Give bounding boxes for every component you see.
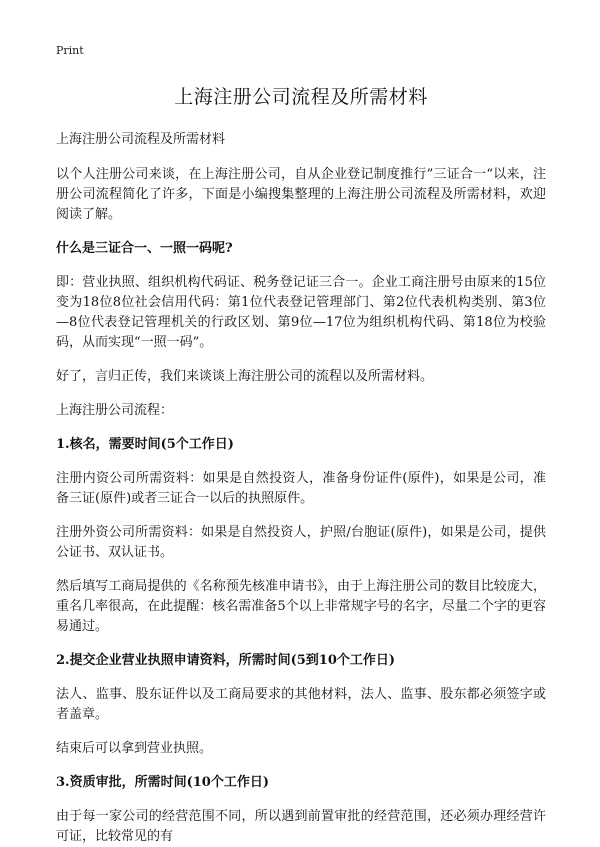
print-link[interactable]: Print (56, 44, 84, 57)
step1-heading: 1.核名，需要时间(5个工作日) (56, 437, 234, 452)
step1-paragraph-domestic: 注册内资公司所需资料：如果是自然投资人，准备身份证件(原件)，如果是公司，准备三证(原件)或者三证合一以后的执照原件。 (56, 471, 546, 506)
step1-paragraph-foreign: 注册外资公司所需资料：如果是自然投资人，护照/台胞证(原件)，如果是公司，提供公证书、双认证书。 (56, 525, 546, 560)
transition-paragraph: 好了，言归正传，我们来谈谈上海注册公司的流程以及所需材料。 (56, 369, 434, 384)
step3-paragraph: 由于每一家公司的经营范围不同，所以遇到前置审批的经营范围，还必须办理经营许可证，比较常见的有 (56, 809, 546, 844)
page-title: 上海注册公司流程及所需材料 (174, 86, 428, 108)
process-label: 上海注册公司流程： (56, 403, 174, 418)
intro-paragraph: 以个人注册公司来谈，在上海注册公司，自从企业登记制度推行”三证合一“以来，注册公司流程简化了许多，下面是小编搜集整理的上海注册公司流程及所需材料，欢迎阅读了解。 (56, 167, 546, 222)
answer-paragraph: 即：营业执照、组织机构代码证、税务登记证三合一。企业工商注册号由原来的15位变为18位8位社会信用代码：第1位代表登记管理部门、第2位代表机构类别、第3位—8位代表登记管理机关的行政区划、第9位—17位为组织机构代码、第18位为校验码，从而实现“一照一码”。 (56, 275, 546, 350)
step2-paragraph-result: 结束后可以拿到营业执照。 (56, 741, 213, 756)
step3-heading: 3.资质审批，所需时间(10个工作日) (56, 775, 269, 790)
step2-paragraph-materials: 法人、监事、股东证件以及工商局要求的其他材料，法人、监事、股东都必须签字或者盖章。 (56, 687, 546, 722)
step2-heading: 2.提交企业营业执照申请资料，所需时间(5到10个工作日) (56, 653, 396, 668)
section-heading-question: 什么是三证合一、一照一码呢? (56, 241, 233, 256)
article-subtitle: 上海注册公司流程及所需材料 (56, 132, 226, 147)
step1-paragraph-form: 然后填写工商局提供的《名称预先核准申请书》，由于上海注册公司的数目比较庞大，重名几率很高，在此提醒：核名需准备5个以上非常规字号的名字，尽量二个字的更容易通过。 (56, 579, 546, 634)
